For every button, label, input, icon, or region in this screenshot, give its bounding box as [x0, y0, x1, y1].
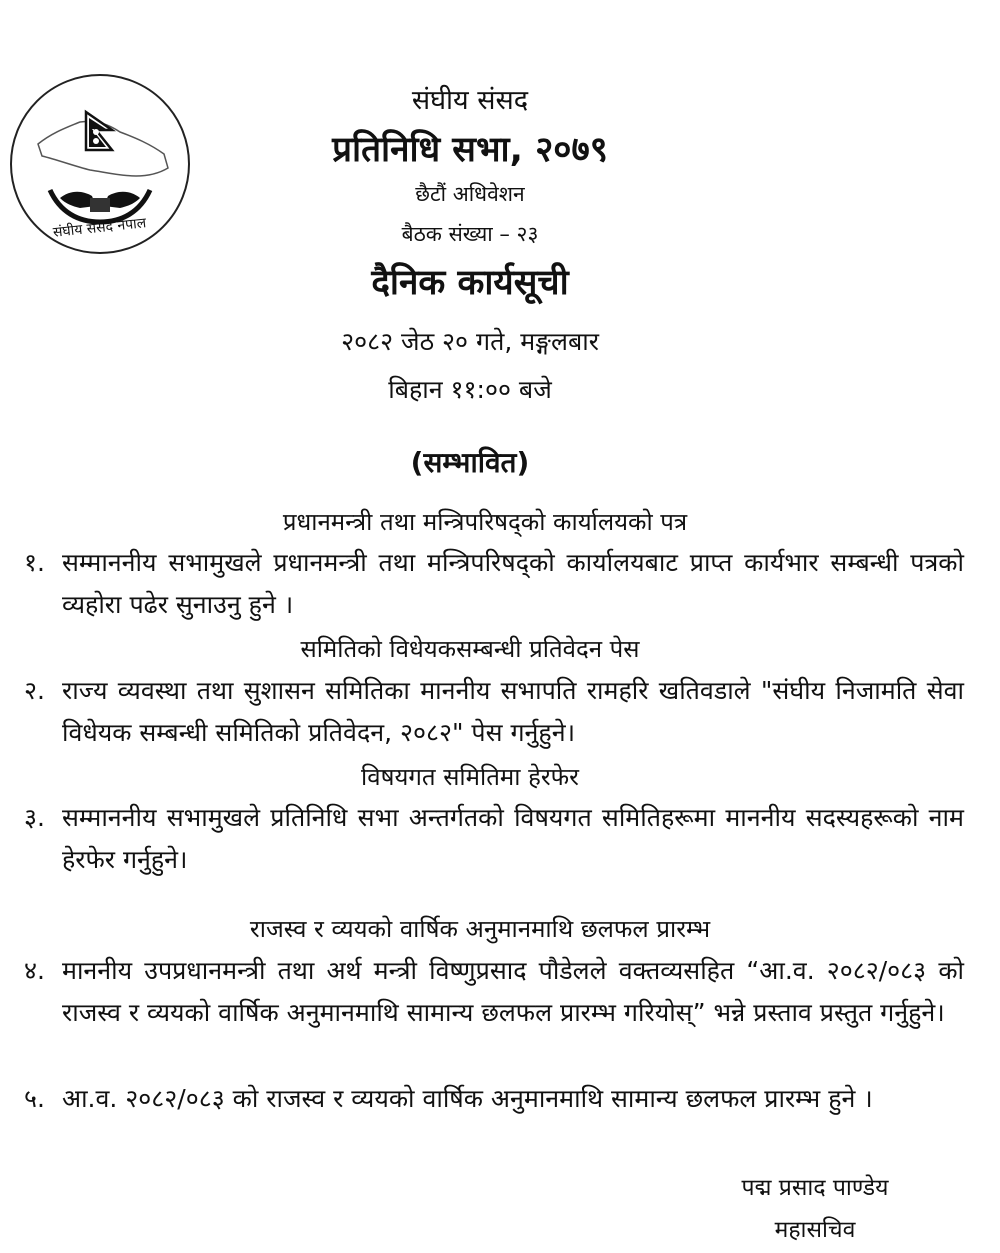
- tentative-label: (सम्भावित): [410, 446, 530, 479]
- session-label: छैटौं अधिवेशन: [415, 182, 525, 206]
- agenda-item: [24, 797, 964, 881]
- signatory-designation: महासचिव: [774, 1217, 856, 1243]
- house-title: प्रतिनिधि सभा, २०७९: [332, 130, 608, 170]
- item-text: सम्माननीय सभामुखले प्रतिनिधि सभा अन्तर्गतको विषयगत समितिहरूमा माननीय सदस्यहरूको नाम हेरफेर गर्नुहुने।: [62, 803, 964, 874]
- item-number: ४.: [24, 956, 45, 985]
- item-text: आ.व. २०८२/०८३ को राजस्व र व्ययको वार्षिक अनुमानमाथि सामान्य छलफल प्रारम्भ हुने ।: [62, 1084, 873, 1113]
- agenda-item: [24, 1078, 964, 1120]
- agenda-item: [24, 950, 964, 1034]
- item-text: राज्य व्यवस्था तथा सुशासन समितिका माननीय सभापति रामहरि खतिवडाले "संघीय निजामति सेवा विधेयक सम्बन्धी समितिको प्रतिवेदन, २०८२" पेस गर्नुहुने।: [62, 676, 964, 747]
- signatory-name: पद्म प्रसाद पाण्डेय: [741, 1175, 889, 1201]
- section-title: राजस्व र व्ययको वार्षिक अनुमानमाथि छलफल प्रारम्भ: [249, 915, 711, 943]
- agenda-title: दैनिक कार्यसूची: [371, 263, 569, 303]
- agenda-item: [24, 542, 964, 626]
- svg-text:संघीय संसद नेपाल: संघीय संसद नेपाल: [52, 215, 147, 241]
- item-number: ३.: [24, 803, 45, 832]
- item-text: माननीय उपप्रधानमन्त्री तथा अर्थ मन्त्री विष्णुप्रसाद पौडेलले वक्तव्यसहित “आ.व. २०८२/०८३ को राजस्व र व्ययको वार्षिक अनुमानमाथि सामान्य छलफल प्रारम्भ गरियोस्” भन्ने प्रस्ताव प्रस्तुत गर्नुहुने।: [62, 956, 964, 1027]
- meeting-date: २०८२ जेठ २० गते, मङ्गलबार: [341, 327, 599, 356]
- item-number: २.: [24, 676, 45, 705]
- section-title: विषयगत समितिमा हेरफेर: [361, 763, 579, 791]
- meeting-time: बिहान ११:०० बजे: [388, 375, 552, 404]
- item-number: ५.: [24, 1084, 45, 1113]
- item-text: सम्माननीय सभामुखले प्रधानमन्त्री तथा मन्त्रिपरिषद्को कार्यालयबाट प्राप्त कार्यभार सम्बन्धी पत्रको व्यहोरा पढेर सुनाउनु हुने ।: [62, 548, 964, 619]
- section-title: प्रधानमन्त्री तथा मन्त्रिपरिषद्को कार्यालयको पत्र: [282, 508, 688, 536]
- parliament-name: संघीय संसद: [411, 85, 529, 116]
- agenda-item: [24, 670, 964, 754]
- section-title: समितिको विधेयकसम्बन्धी प्रतिवेदन पेस: [300, 635, 640, 663]
- item-number: १.: [24, 548, 45, 577]
- sitting-number: बैठक संख्या – २३: [401, 222, 539, 246]
